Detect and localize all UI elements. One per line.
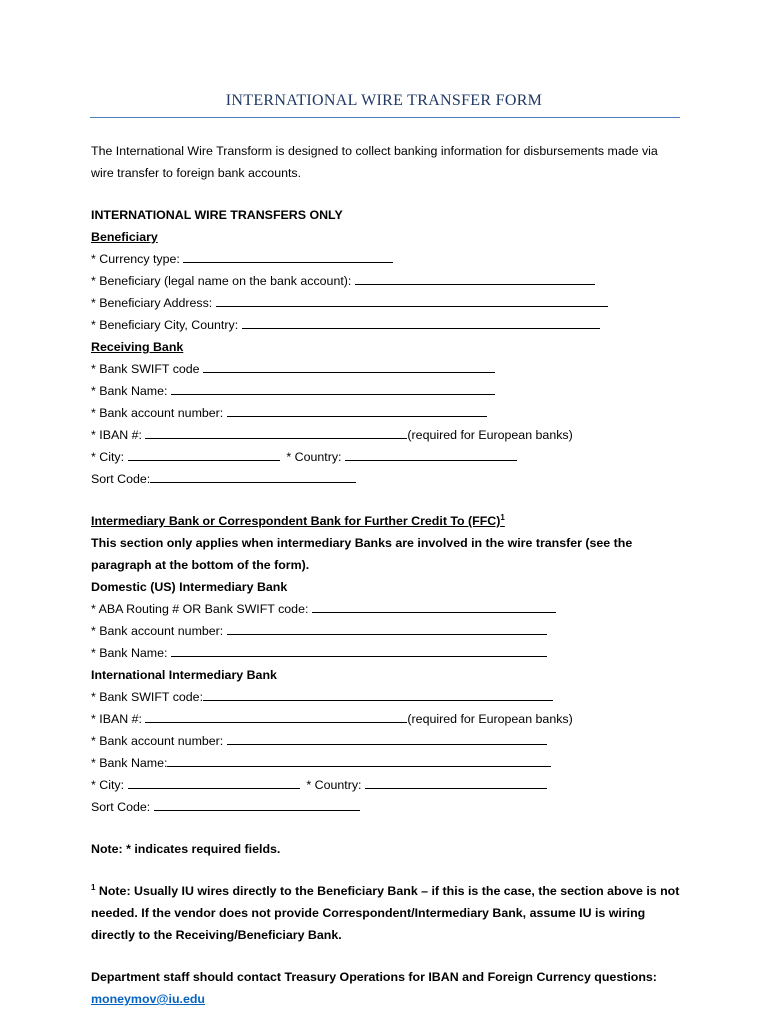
international-sort-code-blank[interactable]: [154, 798, 360, 811]
title-divider: [90, 117, 680, 118]
receiving-city-country-field[interactable]: [91, 446, 681, 468]
beneficiary-address-label: * Beneficiary Address:: [91, 296, 213, 310]
receiving-swift-blank[interactable]: [203, 360, 495, 373]
beneficiary-name-blank[interactable]: [355, 272, 595, 285]
domestic-bank-name-label: * Bank Name:: [91, 646, 168, 660]
domestic-account-blank[interactable]: [227, 622, 547, 635]
receiving-swift-field[interactable]: [91, 358, 681, 380]
receiving-sort-code-field[interactable]: [91, 468, 681, 490]
international-sort-code-field[interactable]: [91, 796, 681, 818]
receiving-iban-label: * IBAN #:: [91, 428, 142, 442]
currency-type-blank[interactable]: [183, 250, 393, 263]
international-swift-field[interactable]: [91, 686, 681, 708]
international-account-field[interactable]: [91, 730, 681, 752]
domestic-account-field[interactable]: [91, 620, 681, 642]
receiving-account-blank[interactable]: [227, 404, 487, 417]
contact-text: Department staff should contact Treasury Operations for IBAN and Foreign Currency questions:: [91, 970, 657, 984]
international-iban-label: * IBAN #:: [91, 712, 142, 726]
intermediary-heading: [91, 510, 681, 532]
international-iban-field[interactable]: [91, 708, 681, 730]
international-swift-label: * Bank SWIFT code:: [91, 690, 204, 704]
receiving-account-label: * Bank account number:: [91, 406, 224, 420]
currency-type-label: * Currency type:: [91, 252, 180, 266]
international-bank-name-field[interactable]: [91, 752, 681, 774]
receiving-sort-code-label: Sort Code:: [91, 472, 151, 486]
receiving-country-blank[interactable]: [345, 448, 517, 461]
international-swift-blank[interactable]: [203, 688, 553, 701]
beneficiary-address-field[interactable]: [91, 292, 681, 314]
receiving-account-field[interactable]: [91, 402, 681, 424]
beneficiary-address-blank[interactable]: [216, 294, 608, 307]
required-fields-note: Note: * indicates required fields.: [91, 842, 281, 856]
section-heading: INTERNATIONAL WIRE TRANSFERS ONLY: [91, 208, 343, 222]
form-title: INTERNATIONAL WIRE TRANSFER FORM: [225, 92, 543, 109]
receiving-bank-heading: Receiving Bank: [91, 340, 184, 354]
receiving-city-blank[interactable]: [128, 448, 280, 461]
domestic-aba-blank[interactable]: [312, 600, 556, 613]
international-sort-code-label: Sort Code:: [91, 800, 151, 814]
footnote-mark: 1: [91, 882, 96, 892]
international-iban-note: (required for European banks): [407, 712, 573, 726]
currency-type-field[interactable]: [91, 248, 681, 270]
international-city-country-field[interactable]: [91, 774, 681, 796]
receiving-iban-blank[interactable]: [145, 426, 407, 439]
international-heading: International Intermediary Bank: [91, 668, 277, 682]
receiving-country-label: * Country:: [286, 450, 342, 464]
beneficiary-heading: Beneficiary: [91, 230, 158, 244]
receiving-bank-name-blank[interactable]: [171, 382, 495, 395]
domestic-account-label: * Bank account number:: [91, 624, 224, 638]
intermediary-heading-text: Intermediary Bank or Correspondent Bank for Further Credit To (FFC): [91, 514, 501, 528]
intro-paragraph: The International Wire Transform is designed to collect banking information for disbursements made via wire transfer to foreign bank accounts.: [91, 144, 658, 180]
international-iban-blank[interactable]: [145, 710, 407, 723]
beneficiary-city-country-blank[interactable]: [242, 316, 600, 329]
international-bank-name-blank[interactable]: [167, 754, 551, 767]
domestic-aba-label: * ABA Routing # OR Bank SWIFT code:: [91, 602, 309, 616]
domestic-bank-name-field[interactable]: [91, 642, 681, 664]
receiving-sort-code-blank[interactable]: [150, 470, 356, 483]
beneficiary-city-country-label: * Beneficiary City, Country:: [91, 318, 239, 332]
footnote-text: Note: Usually IU wires directly to the Beneficiary Bank – if this is the case, the section above is not needed. If the vendor does not provide Correspondent/Intermediary Bank, assume IU is wiring directly to the Receiving/Beneficiary Bank.: [91, 884, 680, 942]
beneficiary-city-country-field[interactable]: [91, 314, 681, 336]
international-country-label: * Country:: [306, 778, 362, 792]
intermediary-footnote-mark: 1: [500, 512, 505, 522]
domestic-heading: Domestic (US) Intermediary Bank: [91, 580, 288, 594]
receiving-iban-note: (required for European banks): [407, 428, 573, 442]
international-city-label: * City:: [91, 778, 125, 792]
international-account-label: * Bank account number:: [91, 734, 224, 748]
contact-email-line: [91, 988, 681, 1010]
receiving-bank-name-label: * Bank Name:: [91, 384, 168, 398]
international-account-blank[interactable]: [227, 732, 547, 745]
receiving-bank-name-field[interactable]: [91, 380, 681, 402]
international-city-blank[interactable]: [128, 776, 300, 789]
receiving-city-label: * City:: [91, 450, 125, 464]
beneficiary-name-label: * Beneficiary (legal name on the bank account):: [91, 274, 352, 288]
form-body: [91, 140, 681, 1010]
international-bank-name-label: * Bank Name:: [91, 756, 168, 770]
international-country-blank[interactable]: [365, 776, 547, 789]
contact-email-link[interactable]: moneymov@iu.edu: [91, 992, 205, 1006]
receiving-iban-field[interactable]: [91, 424, 681, 446]
beneficiary-name-field[interactable]: [91, 270, 681, 292]
receiving-swift-label: * Bank SWIFT code: [91, 362, 200, 376]
intermediary-description: This section only applies when intermediary Banks are involved in the wire transfer (see the paragraph at the bottom of the form).: [91, 536, 633, 572]
domestic-aba-field[interactable]: [91, 598, 681, 620]
footnote: [91, 880, 681, 946]
domestic-bank-name-blank[interactable]: [171, 644, 547, 657]
